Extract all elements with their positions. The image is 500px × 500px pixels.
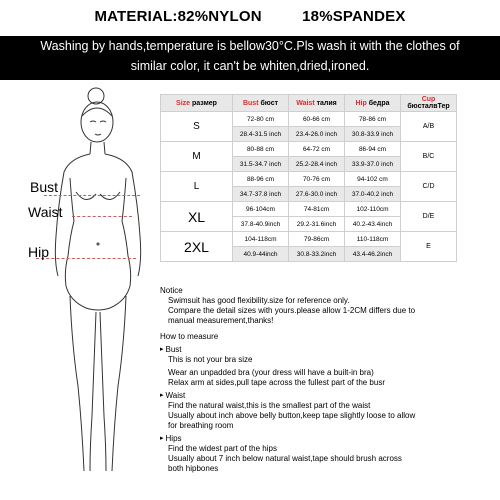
size-row-m	[161, 142, 457, 157]
waist-cm: 64-72 cm	[289, 142, 345, 157]
header-bust-en: Bust	[242, 99, 259, 107]
header-bust	[233, 95, 289, 112]
arrow-right-icon: ▸	[160, 435, 164, 442]
bust-inch: 28.4-31.5 inch	[233, 127, 289, 142]
material-spandex: 18%SPANDEX	[302, 8, 406, 25]
hip-inch: 40.2-43.4inch	[345, 217, 401, 232]
body-outline-illustration	[0, 86, 160, 476]
header-hip-ru: бедра	[368, 99, 390, 107]
bust-inch: 37.8-40.9inch	[233, 217, 289, 232]
header-cup-ru: бюсталвТер	[407, 103, 450, 110]
header-size	[161, 95, 233, 112]
size-row-s	[161, 112, 457, 127]
bust-tip-1: This is not your bra size	[168, 355, 253, 364]
hips-tip-1: Find the widest part of the hips	[168, 444, 277, 453]
bust-inch: 31.5-34.7 inch	[233, 157, 289, 172]
hip-measure-line	[36, 258, 136, 260]
header-hip	[345, 95, 401, 112]
bust-inch: 40.9-44inch	[233, 247, 289, 262]
cup-size: A/B	[401, 112, 457, 142]
bust-tip-2: Wear an unpadded bra (your dress will have a built-in bra)	[168, 368, 374, 377]
material-heading	[0, 8, 500, 25]
size-chart-table	[160, 94, 457, 262]
size-label: XL	[161, 202, 233, 232]
hip-label: Hip	[28, 244, 50, 260]
size-label: L	[161, 172, 233, 202]
header-waist-ru: талия	[316, 99, 337, 107]
waist-cm: 74-81cm	[289, 202, 345, 217]
header-waist-en: Waist	[296, 99, 315, 107]
notice-line-2: Compare the detail sizes with yours.please allow 1-2CM differs due to	[168, 306, 416, 315]
waist-cm: 70-76 cm	[289, 172, 345, 187]
size-row-l	[161, 172, 457, 187]
cup-size: B/C	[401, 142, 457, 172]
hips-tip-3: both hipbones	[168, 464, 219, 473]
waist-section-heading	[160, 391, 495, 401]
wash-line-1: Washing by hands,temperature is bellow30°C.Pls wash it with the clothes of	[40, 39, 460, 53]
size-label: 2XL	[161, 232, 233, 262]
wash-line-2: similar color, it can't be whiten,dried,ironed.	[130, 59, 370, 73]
waist-cm: 79-86cm	[289, 232, 345, 247]
size-chart-header-row	[161, 95, 457, 112]
waist-tip-2: Usually about inch above belly button,keep tape slightly loose to allow	[168, 411, 416, 420]
waist-section-title: Waist	[165, 391, 186, 400]
bust-cm: 80-88 cm	[233, 142, 289, 157]
header-waist	[289, 95, 345, 112]
body-figure	[0, 86, 160, 476]
hip-inch: 33.9-37.0 inch	[345, 157, 401, 172]
how-to-measure-title: How to measure	[160, 332, 219, 341]
hips-section-heading	[160, 434, 495, 444]
hip-inch: 30.8-33.9 inch	[345, 127, 401, 142]
bust-section-heading	[160, 345, 495, 355]
waist-tip-1: Find the natural waist,this is the smallest part of the waist	[168, 401, 371, 410]
bust-label: Bust	[30, 179, 59, 195]
waist-inch: 30.8-33.2inch	[289, 247, 345, 262]
notice-line-1: Swimsuit has good flexibility.size for reference only.	[168, 296, 350, 305]
notice-section	[160, 286, 495, 474]
bust-section-title: Bust	[165, 345, 182, 354]
waist-inch: 23.4-26.0 inch	[289, 127, 345, 142]
hips-section-title: Hips	[165, 434, 182, 443]
hip-cm: 102-110cm	[345, 202, 401, 217]
bust-measure-line	[44, 195, 140, 197]
header-size-ru: размер	[192, 99, 217, 107]
arrow-right-icon: ▸	[160, 392, 164, 399]
waist-label: Waist	[28, 204, 63, 220]
material-nylon: MATERIAL:82%NYLON	[94, 8, 262, 25]
header-hip-en: Hip	[355, 99, 367, 107]
wash-instructions-banner	[0, 36, 500, 80]
notice-line-3: manual measurement,thanks!	[168, 316, 274, 325]
waist-measure-line	[72, 216, 132, 218]
hip-cm: 78-86 cm	[345, 112, 401, 127]
hip-cm: 110-118cm	[345, 232, 401, 247]
cup-size: C/D	[401, 172, 457, 202]
bust-cm: 96-104cm	[233, 202, 289, 217]
arrow-right-icon: ▸	[160, 346, 164, 353]
bust-cm: 72-80 cm	[233, 112, 289, 127]
waist-inch: 29.2-31.6inch	[289, 217, 345, 232]
hip-inch: 37.0-40.2 inch	[345, 187, 401, 202]
header-cup	[401, 95, 457, 112]
cup-size: D/E	[401, 202, 457, 232]
waist-tip-3: for breathing room	[168, 421, 234, 430]
waist-inch: 25.2-28.4 inch	[289, 157, 345, 172]
bust-cm: 88-96 cm	[233, 172, 289, 187]
hip-inch: 43.4-46.2inch	[345, 247, 401, 262]
bust-tip-3: Relax arm at sides,pull tape across the fullest part of the busr	[168, 378, 385, 387]
bust-inch: 34.7-37.8 inch	[233, 187, 289, 202]
bust-cm: 104-118cm	[233, 232, 289, 247]
hip-cm: 86-94 cm	[345, 142, 401, 157]
size-row-xl	[161, 202, 457, 217]
hip-cm: 94-102 cm	[345, 172, 401, 187]
hips-tip-2: Usually about 7 inch below natural waist,tape should brush across	[168, 454, 402, 463]
header-bust-ru: бюст	[260, 99, 279, 107]
size-label: M	[161, 142, 233, 172]
waist-inch: 27.6-30.0 inch	[289, 187, 345, 202]
header-cup-en: Cup	[421, 96, 436, 103]
size-label: S	[161, 112, 233, 142]
header-size-en: Size	[176, 99, 191, 107]
notice-title: Notice	[160, 286, 183, 295]
size-row-2xl	[161, 232, 457, 247]
waist-cm: 60-66 cm	[289, 112, 345, 127]
cup-size: E	[401, 232, 457, 262]
